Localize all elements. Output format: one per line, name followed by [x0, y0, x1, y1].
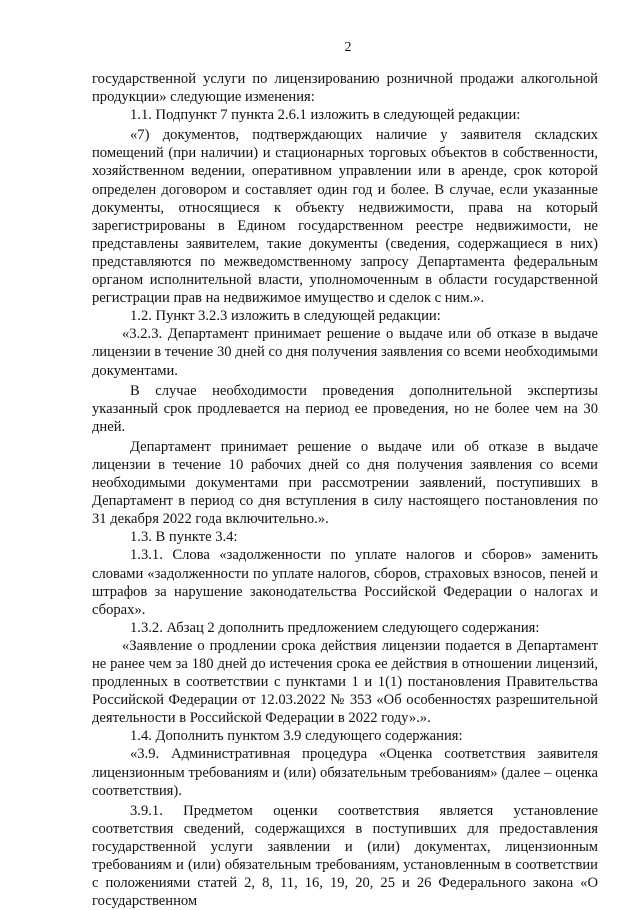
paragraph-1-2: 1.2. Пункт 3.2.3 изложить в следующей редакции:	[130, 308, 441, 325]
paragraph-1-3-1: 1.3.1. Слова «задолженности по уплате налогов и сборов» заменить словами «задолженности по уплате налогов, сборов, страховых взносов, пеней и штрафов за нарушение законодательства Российской Федерации о налогах и сборах».	[92, 547, 598, 618]
paragraph-1-1: 1.1. Подпункт 7 пункта 2.6.1 изложить в следующей редакции:	[130, 107, 521, 124]
paragraph-subitem-7: «7) документов, подтверждающих наличие у заявителя складских помещений (при наличии) и стационарных торговых объектов в собственности, хозяйственном ведении, оперативном управлении или в аренде, срок которой определен договором и составляет один год и более. В случае, если указанные документы, относящиеся к объекту недвижимости, права на который зарегистрированы в Едином государственном реестре недвижимости, не представлены заявителем, такие документы (сведения, содержащиеся в них) представляются по межведомственному запросу Департамента федеральным органом исполнительной власти, уполномоченным в области государственной регистрации прав на недвижимое имущество и сделок с ним.».	[92, 127, 598, 307]
document-body	[92, 70, 598, 910]
paragraph-expertise: В случае необходимости проведения дополнительной экспертизы указанный срок продлевается на период ее проведения, но не более чем на 30 дней.	[92, 382, 598, 435]
paragraph-3-9-1: 3.9.1. Предметом оценки соответствия является установление соответствия сведений, содержащихся в поступивших для предоставления государственной услуги заявлении и (или) документах, лицензионным требованиям и (или) обязательным требованиям, установленным в соответствии с положениями статей 2, 8, 11, 16, 19, 20, 25 и 26 Федерального закона «О государственном	[92, 802, 598, 910]
paragraph-3-9: «3.9. Административная процедура «Оценка соответствия заявителя лицензионным требованиям и (или) обязательным требованиям» (далее – оценка соответствия).	[92, 746, 598, 799]
paragraph-1-3-2: 1.3.2. Абзац 2 дополнить предложением следующего содержания:	[130, 619, 540, 636]
paragraph-renewal-application: «Заявление о продлении срока действия лицензии подается в Департамент не ранее чем за 180 дней до истечения срока ее действия в отношении лицензий, продленных в соответствии с пунктами 1 и 1(1) постановления Правительства Российской Федерации от 12.03.2022 № 353 «Об особенностях разрешительной деятельности в Российской Федерации в 2022 году».».	[92, 637, 598, 727]
paragraph-3-2-3: «3.2.3. Департамент принимает решение о выдаче или об отказе в выдаче лицензии в течение 30 дней со дня получения заявления со всеми необходимыми документами.	[92, 326, 598, 379]
page-number: 2	[344, 40, 352, 55]
paragraph-intro: государственной услуги по лицензированию розничной продажи алкогольной продукции» следующие изменения:	[92, 71, 598, 106]
paragraph-1-3: 1.3. В пункте 3.4:	[130, 529, 238, 546]
paragraph-department-decision: Департамент принимает решение о выдаче или об отказе в выдаче лицензии в течение 10 рабочих дней со дня получения заявления со всеми необходимыми документами при рассмотрении заявлений, поступивших в Департамент в период со дня вступления в силу настоящего постановления по 31 декабря 2022 года включительно.».	[92, 438, 598, 528]
paragraph-1-4: 1.4. Дополнить пунктом 3.9 следующего содержания:	[130, 728, 463, 745]
